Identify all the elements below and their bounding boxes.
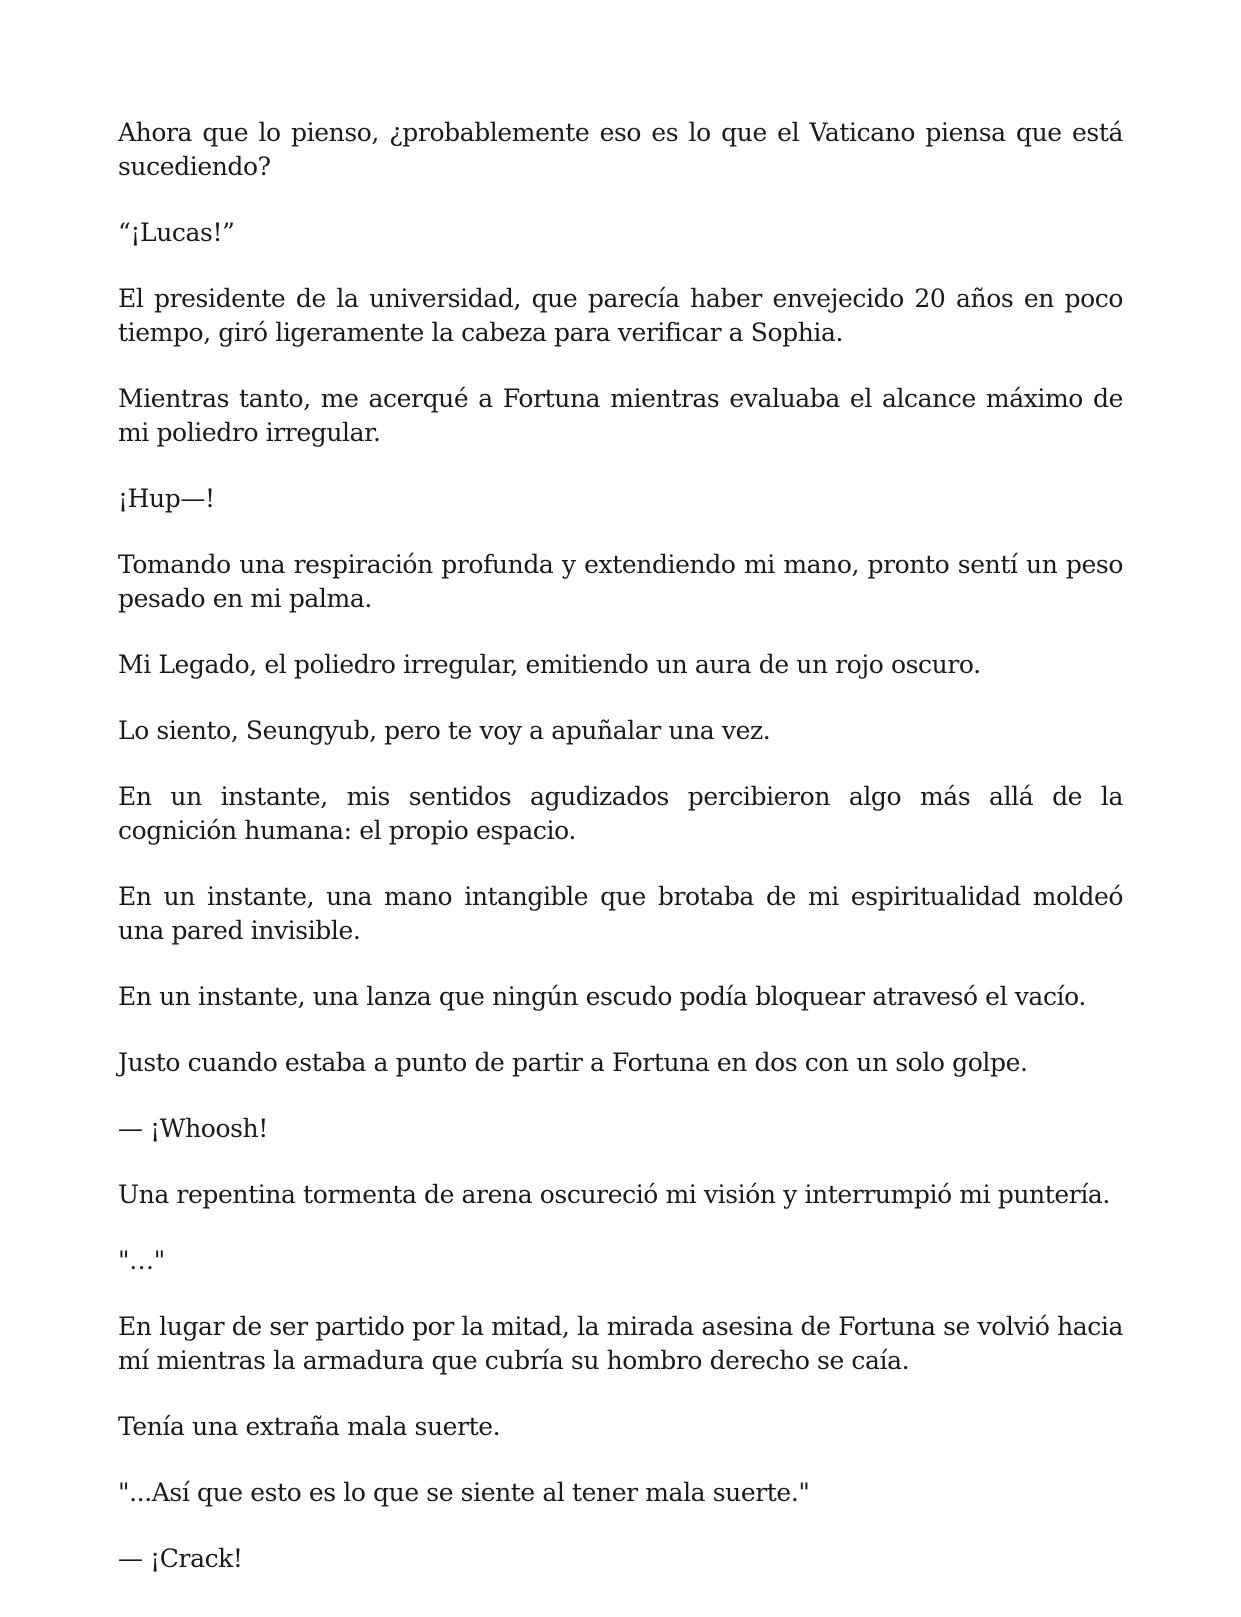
paragraph: Ahora que lo pienso, ¿probablemente eso es lo que el Vaticano piensa que está sucediendo?: [118, 118, 1123, 181]
paragraph: "...Así que esto es lo que se siente al tener mala suerte.": [118, 1478, 810, 1507]
paragraph: En un instante, mis sentidos agudizados percibieron algo más allá de la cognición humana: el propio espacio.: [118, 782, 1123, 845]
paragraph: Tenía una extraña mala suerte.: [118, 1412, 501, 1441]
document-body: [118, 116, 1123, 1608]
paragraph: Mientras tanto, me acerqué a Fortuna mientras evaluaba el alcance máximo de mi poliedro irregular.: [118, 384, 1123, 447]
paragraph: Lo siento, Seungyub, pero te voy a apuñalar una vez.: [118, 716, 771, 745]
paragraph: El presidente de la universidad, que parecía haber envejecido 20 años en poco tiempo, giró ligeramente la cabeza para verificar a Sophia.: [118, 284, 1123, 347]
paragraph: Una repentina tormenta de arena oscureció mi visión y interrumpió mi puntería.: [118, 1180, 1110, 1209]
paragraph: En un instante, una mano intangible que brotaba de mi espiritualidad moldeó una pared invisible.: [118, 882, 1123, 945]
paragraph: — ¡Crack!: [118, 1544, 243, 1573]
paragraph: ¡Hup—!: [118, 484, 215, 513]
paragraph: En lugar de ser partido por la mitad, la mirada asesina de Fortuna se volvió hacia mí mientras la armadura que cubría su hombro derecho se caía.: [118, 1312, 1123, 1375]
paragraph: "…": [118, 1246, 165, 1275]
paragraph: Mi Legado, el poliedro irregular, emitiendo un aura de un rojo oscuro.: [118, 650, 981, 679]
paragraph: “¡Lucas!”: [118, 218, 235, 247]
paragraph: Justo cuando estaba a punto de partir a Fortuna en dos con un solo golpe.: [118, 1048, 1028, 1077]
paragraph: — ¡Whoosh!: [118, 1114, 268, 1143]
paragraph: Tomando una respiración profunda y extendiendo mi mano, pronto sentí un peso pesado en mi palma.: [118, 550, 1123, 613]
paragraph: En un instante, una lanza que ningún escudo podía bloquear atravesó el vacío.: [118, 982, 1086, 1011]
